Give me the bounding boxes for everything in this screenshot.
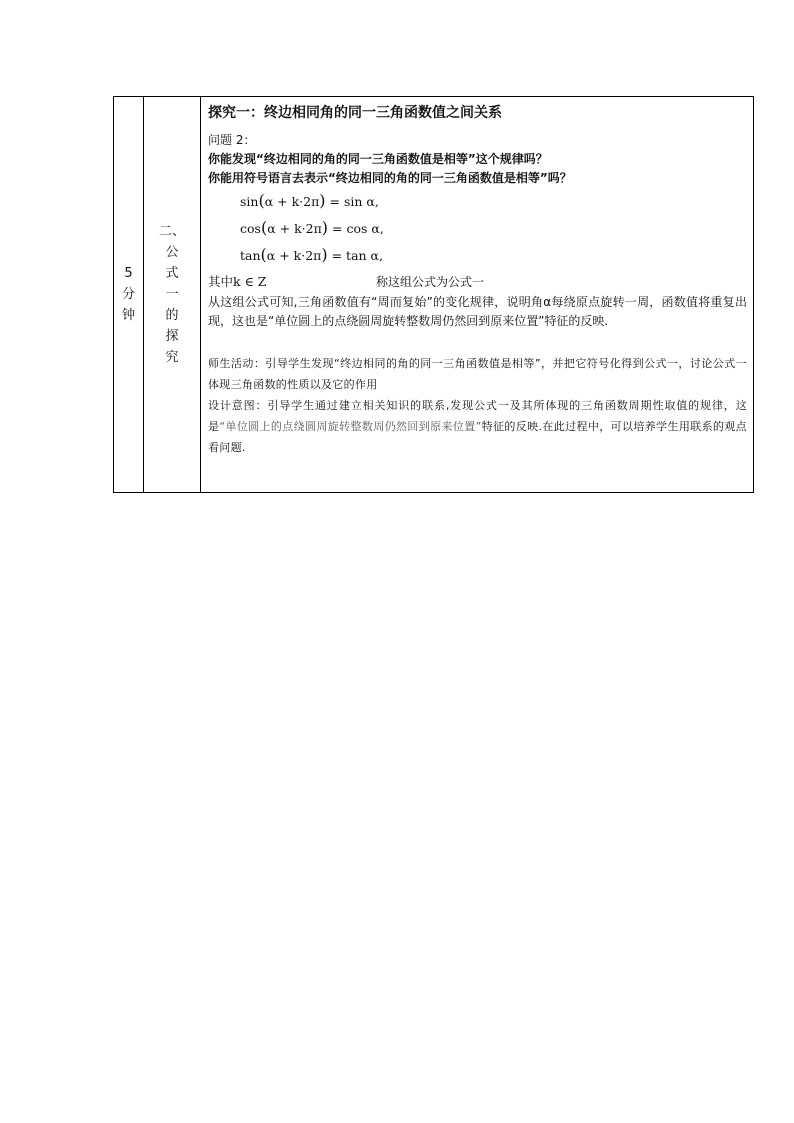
- formula-sin: sin(α + k·2π) = sin α,: [240, 191, 379, 210]
- where-math: k ∈ Z: [233, 274, 267, 289]
- time-char: 5: [124, 266, 133, 281]
- section-char: 究: [165, 350, 179, 365]
- section-char: 二、: [158, 224, 185, 239]
- section-label: [144, 221, 200, 368]
- design-prefix: 设计意图：引导学生通过建立相关知识的联系,发现公式一及其所体现的三角函数周期性取值的规律，这是: [208, 399, 747, 433]
- section-char: 式: [165, 266, 179, 281]
- section-char: 公: [165, 245, 179, 260]
- question-1: 你能发现“终边相同的角的同一三角函数值是相等”这个规律吗？: [208, 152, 548, 166]
- formula-inner: α + k·2π: [267, 221, 322, 236]
- table-row: [114, 97, 754, 493]
- design-suffix: 特征的反映.在此过程中，可以培养学生用联系的观点看问题.: [208, 420, 747, 454]
- spacer: [208, 331, 747, 353]
- content-cell: [201, 97, 754, 493]
- activity-text: 师生活动：引导学生发现“终边相同的角的同一三角函数值是相等”，并把它符号化得到公式一，讨论公式一体现三角函数的性质以及它的作用: [208, 357, 747, 391]
- formula-rhs: = sin α,: [329, 194, 379, 209]
- section-char: 一: [165, 287, 179, 302]
- design-intent: [208, 395, 747, 458]
- time-char: 钟: [121, 308, 135, 323]
- section-char: 的: [165, 308, 179, 323]
- formula-rhs: = cos α,: [332, 221, 384, 236]
- time-cell: [114, 97, 144, 493]
- where-note: [208, 271, 747, 293]
- section-char: 探: [165, 329, 179, 344]
- where-prefix: 其中: [208, 274, 234, 289]
- formula-fn: tan: [240, 248, 261, 263]
- formula-fn: cos: [240, 221, 261, 236]
- where-clause: [208, 271, 376, 293]
- time-char: 分: [121, 287, 135, 302]
- time-label: [114, 263, 143, 326]
- call-formula: 称这组公式为公式一: [376, 275, 485, 289]
- design-quote: “单位圆上的点绕圆周旋转整数周仍然回到原来位置”: [219, 420, 482, 433]
- formula-inner: α + k·2π: [264, 194, 320, 209]
- lesson-table: [113, 96, 754, 493]
- question-label: 问题 2：: [208, 133, 256, 147]
- question-2: 你能用符号语言去表示“终边相同的角的同一三角函数值是相等”吗？: [208, 171, 572, 185]
- section-cell: [144, 97, 201, 493]
- formula-rhs: = tan α,: [331, 248, 383, 263]
- section-heading: 探究一：终边相同角的同一三角函数值之间关系: [208, 105, 502, 121]
- formula-cos: cos(α + k·2π) = cos α,: [240, 218, 384, 237]
- formula-tan: tan(α + k·2π) = tan α,: [240, 245, 383, 264]
- explanation-text: 从这组公式可知,三角函数值有“周而复始”的变化规律，说明角α每绕原点旋转一周，函数值将重复出现，这也是“单位圆上的点绕圆周旋转整数周仍然回到原来位置”特征的反映.: [208, 295, 747, 328]
- formula-fn: sin: [240, 194, 259, 209]
- formula-inner: α + k·2π: [266, 248, 322, 263]
